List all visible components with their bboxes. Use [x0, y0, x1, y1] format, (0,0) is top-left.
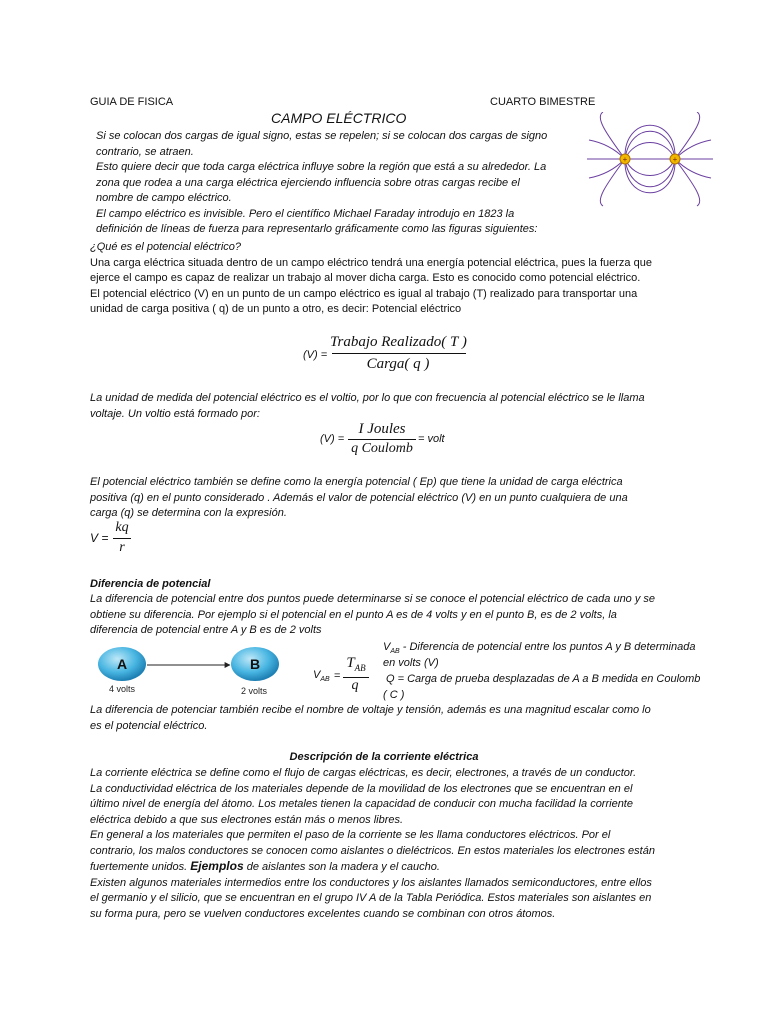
formula2-numerator: I Joules	[358, 421, 406, 437]
unit-line: La unidad de medida del potencial eléctrico es el voltio, por lo que con frecuencia al potencial eléctrico se le llama	[90, 392, 645, 404]
legend-vab-sub: AB	[390, 648, 400, 656]
intro-line: zona que rodea a una carga eléctrica ejerciendo influencia sobre otras cargas recibe el	[96, 176, 520, 189]
formula2-denominator: q Coulomb	[351, 441, 413, 456]
voltage-line: es el potencial eléctrico.	[90, 719, 208, 732]
formula1-lhs: (V) =	[303, 349, 328, 361]
legend-q-cont: ( C )	[383, 689, 405, 701]
legend-vab: $V_{AB}$ - Diferencia de potencial entre los puntos A y B determinada	[383, 641, 696, 656]
diff-paragraph	[90, 592, 690, 639]
formula2-rhs: = volt	[418, 433, 445, 445]
legend-q: Q = Carga de prueba desplazadas de A a B medida en Coulomb	[386, 673, 701, 685]
formula1-denominator: Carga( q )	[366, 356, 430, 372]
potential-heading: ¿Qué es el potencial eléctrico?	[90, 241, 242, 253]
header-left: GUIA DE FISICA	[90, 96, 174, 108]
voltage-paragraph	[90, 703, 690, 734]
point-a-label: A	[116, 656, 128, 672]
page-title: CAMPO ELÉCTRICO	[271, 110, 407, 126]
diff-heading: Diferencia de potencial	[90, 578, 211, 590]
current-line: La conductividad eléctrica de los materiales depende de la movilidad de los electrones que se encuentran en el	[90, 782, 633, 795]
voltage-line: La diferencia de potenciar también recibe el nombre de voltaje y tensión, además es una magnitud escalar como lo	[90, 704, 651, 716]
diff-line: diferencia de potencial entre A y B es de 2 volts	[90, 624, 322, 636]
charge-sign-left: +	[622, 155, 628, 164]
examples-line: fuertemente unidos. Ejemplos de aislantes son la madera y el caucho.	[90, 859, 440, 873]
intro-line: nombre de campo eléctrico.	[96, 192, 232, 204]
formula4-lhs-sub: AB	[320, 676, 330, 684]
energy-line: positiva (q) en el punto considerado . Además el valor de potencial eléctrico (V) en un punto cualquiera de una	[90, 491, 628, 504]
current-line: último nivel de energía del átomo. Los metales tienen la capacidad de conducir con mucha facilidad la corriente	[90, 798, 633, 810]
legend-vab-cont: en volts (V)	[383, 657, 439, 669]
intro-line: Esto quiere decir que toda carga eléctrica influye sobre la región que está a su alrededor. La	[96, 161, 547, 173]
formula3-denominator: r	[119, 540, 125, 555]
potential-line: Una carga eléctrica situada dentro de un campo eléctrico tendrá una energía potencial eléctrica, pues la fuerza que	[90, 256, 652, 269]
formula4-lhs: $V_{AB}$	[313, 669, 330, 684]
point-b-label: B	[249, 656, 261, 672]
formula1-numerator: Trabajo Realizado( T )	[330, 334, 467, 350]
diff-line: La diferencia de potencial entre dos puntos puede determinarse si se conoce el potencial eléctrico de cada uno y se	[90, 593, 656, 605]
formula3-numerator: kq	[115, 520, 129, 535]
formula4-denominator: q	[351, 678, 359, 693]
formula3-lhs: V =	[90, 531, 109, 545]
current-heading: Descripción de la corriente eléctrica	[289, 751, 479, 763]
energy-line: carga (q) se determina con la expresión.	[90, 507, 287, 519]
point-b-volts: 2 volts	[240, 686, 268, 696]
formula1-bar	[332, 353, 466, 354]
header-right: CUARTO BIMESTRE	[490, 96, 596, 108]
diff-line: obtiene su diferencia. Por ejemplo si el potencial en el punto A es de 4 volts y en el punto B, es de 2 volts, la	[90, 608, 617, 621]
semis-line: el germanio y el silicio, que se encuentran en el grupo IV A de la Tabla Periódica. Estos materiales son aislantes en	[90, 892, 652, 904]
intro-line: definición de líneas de fuerza para representarlo gráficamente como las figuras siguientes:	[96, 223, 538, 235]
formula4-num-sub: AB	[354, 663, 366, 673]
energy-line: El potencial eléctrico también se define como la energía potencial ( Ep) que tiene la unidad de carga eléctrica	[90, 476, 623, 488]
formula4-numerator: $T_{AB}$	[346, 655, 366, 673]
unit-paragraph	[90, 391, 690, 422]
current-line: eléctrica debido a que sus electrones están más o menos libres.	[90, 813, 404, 826]
potential-line: El potencial eléctrico (V) en un punto de un campo eléctrico es igual al trabajo (T) realizado para transportar una	[90, 287, 638, 300]
formula2-bar	[348, 439, 416, 440]
ab-diagram	[95, 645, 295, 697]
point-a-volts: 4 volts	[108, 684, 136, 694]
unit-line: voltaje. Un voltio está formado por:	[90, 407, 260, 420]
potential-line: unidad de carga positiva ( q) de un punto a otro, es decir: Potencial eléctrico	[90, 303, 462, 315]
intro-line: Si se colocan dos cargas de igual signo, estas se repelen; si se colocan dos cargas de signo	[96, 130, 548, 142]
intro-line: El campo eléctrico es invisible. Pero el científico Michael Faraday introdujo en 1823 la	[96, 207, 515, 220]
charge-sign-right: +	[672, 155, 678, 164]
potential-paragraph	[90, 240, 690, 318]
semis-line: su forma pura, pero se vuelven conductores excelentes cuando se combinan con otros átomos.	[90, 907, 556, 920]
current-line: contrario, los malos conductores se conocen como aislantes o dieléctricos. En estos materiales los electrones están	[90, 844, 655, 857]
examples-bold: Ejemplos	[190, 859, 244, 873]
intro-line: contrario, se atraen.	[96, 145, 194, 158]
formula3-bar	[113, 538, 131, 539]
current-line: En general a los materiales que permiten el paso de la corriente se les llama conductores eléctricos. Por el	[90, 829, 611, 841]
formula2-lhs: (V) =	[320, 433, 345, 445]
current-paragraph	[90, 766, 690, 922]
current-line: La corriente eléctrica se define como el flujo de cargas eléctricas, es decir, electrones, a través de un conductor.	[90, 767, 637, 779]
electric-field-diagram	[585, 112, 715, 208]
energy-paragraph	[90, 475, 690, 522]
formula4-eq: =	[334, 670, 341, 682]
potential-line: ejerce el campo es capaz de realizar un trabajo al mover dicha carga. Esto es conocido como potencial eléctrico.	[90, 272, 641, 284]
semis-line: Existen algunos materiales intermedios entre los conductores y los aislantes llamados semiconductores, entre ellos	[90, 876, 652, 889]
